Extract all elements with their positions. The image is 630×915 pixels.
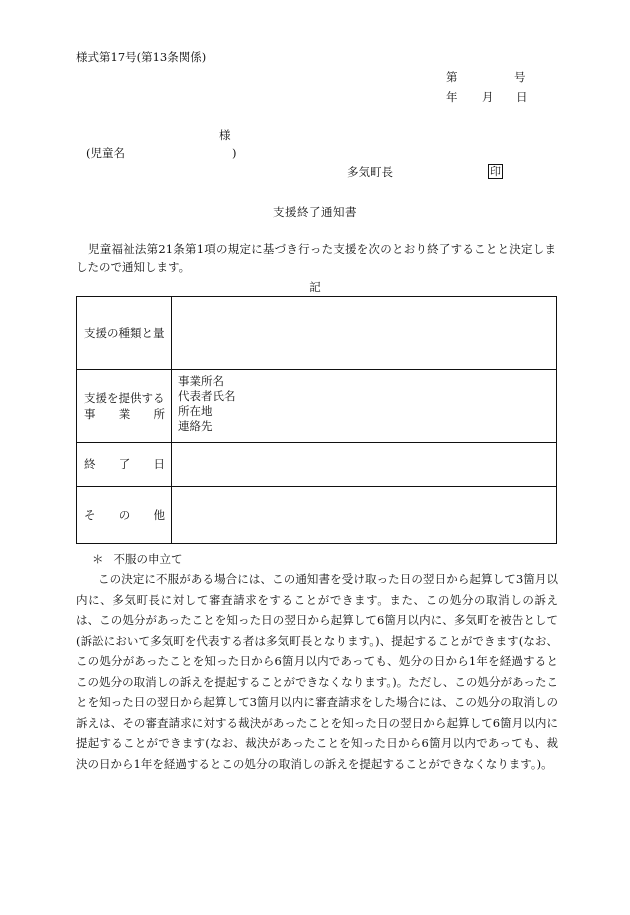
issue-date-year: 年	[446, 90, 458, 104]
objection-heading	[92, 552, 183, 567]
child-name-open: (児童名	[86, 146, 125, 160]
objection-heading-text: 不服の申立て	[113, 552, 183, 566]
issuer-title: 多気町長	[347, 165, 393, 179]
provider-fields	[178, 370, 556, 434]
provider-label-line1: 支援を提供する	[84, 390, 165, 405]
end-date-value	[172, 443, 557, 487]
seal-mark: 印	[490, 165, 501, 178]
support-type-label: 支援の種類と量	[77, 297, 172, 370]
recipient-honorific: 様	[219, 128, 231, 142]
table-row-end-date	[77, 443, 557, 487]
issue-number-prefix: 第	[446, 70, 458, 84]
other-value	[172, 487, 557, 544]
intro-paragraph: 児童福祉法第21条第1項の規定に基づき行った支援を次のとおり終了することと決定しましたので通知します。	[76, 242, 556, 274]
provider-label	[77, 370, 172, 443]
provider-field-name: 事業所名	[178, 374, 224, 388]
other-label: そ の 他	[77, 487, 172, 544]
issue-number-suffix: 号	[514, 70, 526, 84]
provider-field-contact: 連絡先	[178, 419, 213, 433]
asterisk-marker: ＊	[92, 552, 104, 566]
provider-field-address: 所在地	[178, 404, 213, 418]
provider-field-representative: 代表者氏名	[178, 389, 236, 403]
table-row-support-type	[77, 297, 557, 370]
issue-date-month: 月	[482, 90, 494, 104]
objection-body: この決定に不服がある場合には、この通知書を受け取った日の翌日から起算して3箇月以内に、多気町長に対して審査請求をすることができます。また、この処分の取消しの訴えは、この処分があったことを知った日の翌日から起算して6箇月以内に、多気町を被告として(訴訟において多気町を代表する者は多気町長となります。)、提起することができます(なお、この処分があったことを知った日から6箇月以内であっても、処分の日から1年を経過するとこの処分の取消しの訴えを提起することができなくなります。)。ただし、この処分があったことを知った日の翌日から起算して3箇月以内に審査請求をした場合には、この処分の取消しの訴えは、その審査請求に対する裁決があったことを知った日の翌日から起算して6箇月以内に提起することができます(なお、裁決があったことを知った日から6箇月以内であっても、裁決の日から1年を経過するとこの処分の取消しの訴えを提起することができなくなります。)。	[76, 572, 558, 771]
table-row-provider	[77, 370, 557, 443]
provider-value	[172, 370, 557, 443]
form-number: 様式第17号(第13条関係)	[76, 50, 207, 64]
table-row-other	[77, 487, 557, 544]
ki-label: 記	[309, 280, 321, 294]
child-name-close: )	[232, 146, 237, 160]
document-title: 支援終了通知書	[273, 205, 357, 219]
support-type-value	[172, 297, 557, 370]
details-table	[76, 296, 557, 544]
end-date-label: 終 了 日	[77, 443, 172, 487]
provider-label-line2: 事 業 所	[84, 406, 165, 421]
issue-date-day: 日	[516, 90, 528, 104]
